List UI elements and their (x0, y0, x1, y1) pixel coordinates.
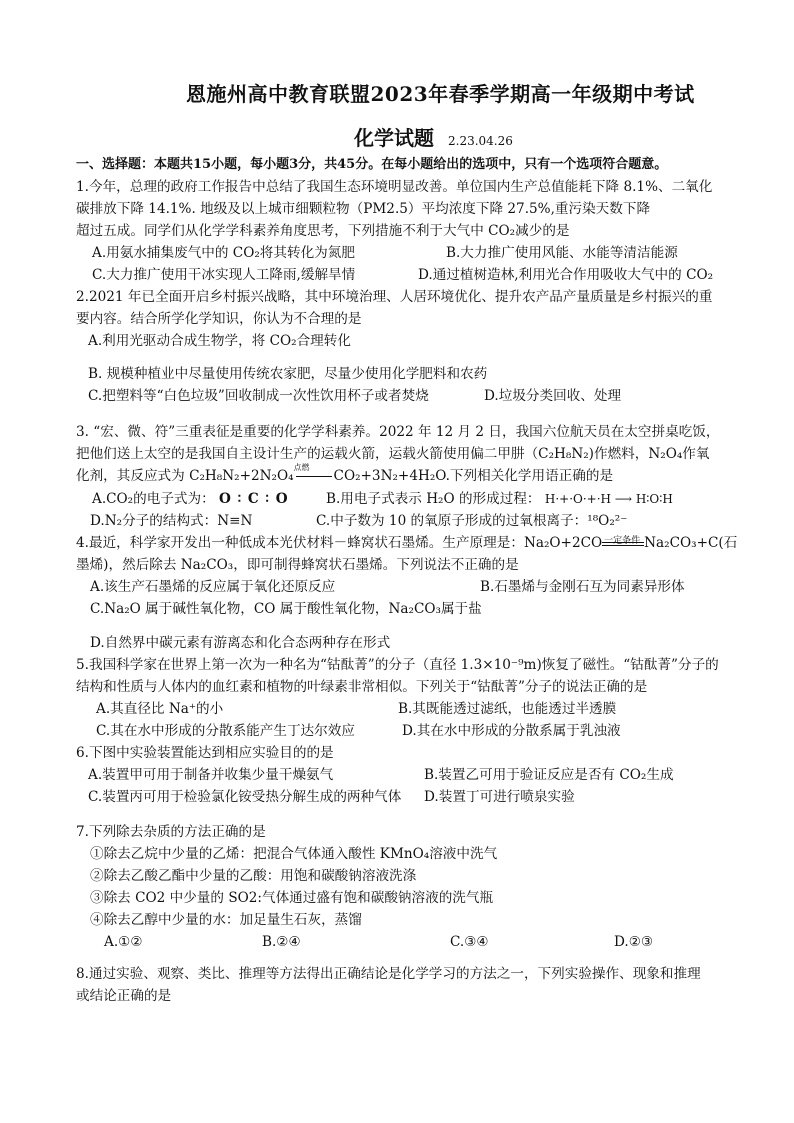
q1-option-b: B.大力推广使用风能、水能等清洁能源 (446, 245, 678, 261)
q6-option-c: C.装置丙可用于检验氯化铵受热分解生成的两种气体 (88, 789, 402, 805)
q2-option-d: D.垃圾分类回收、处理 (484, 388, 622, 404)
q4-condition-label: 一定条件 (604, 535, 641, 546)
q7-item-3: ③除去 CO2 中少量的 SO2:气体通过盛有饱和碳酸钠溶液的洗气瓶 (90, 890, 494, 906)
q6-line-1: 6.下图中实验装置能达到相应实验目的的是 (76, 745, 334, 761)
q1-option-d: D.通过植树造林,利用光合作用吸收大气中的 CO₂ (418, 267, 714, 283)
q5-line-2: 结构和性质与人体内的血红素和植物的叶绿素非常相似。下列关于“钴酞菁”分子的说法正确的是 (76, 679, 648, 695)
exam-title: 恩施州高中教育联盟2023年春季学期高一年级期中考试 (186, 82, 695, 106)
q1-line-2: 碳排放下降 14.1%. 地级及以上城市细颗粒物（PM2.5）平均浓度下降 27.5%,重污染天数下降 (76, 201, 651, 217)
co2-electron-formula: O ∶ C ∶ O (219, 491, 289, 507)
q3-line-3 (76, 463, 614, 486)
reaction-equals (602, 535, 644, 546)
q3-line-2: 把他们送上太空的是我国自主设计生产的运载火箭，运载火箭使用偏二甲肼（C₂H₈N₂)作燃料，N₂O₄作氧 (76, 446, 710, 462)
q3-option-b-text: B.用电子式表示 H₂O 的形成过程： (326, 491, 541, 507)
q1-line-3: 超过五成。同学们从化学学科素养角度思考，下列措施不利于大气中 CO₂减少的是 (76, 223, 570, 239)
q7-item-2: ②除去乙酸乙酯中少量的乙酸：用饱和碳酸钠溶液洗涤 (90, 868, 417, 884)
q4-line-2: 墨烯)，然后除去 Na₂CO₃，即可制得蜂窝状石墨烯。下列说法不正确的是 (76, 557, 519, 573)
q4-option-b: B.石墨烯与金刚石互为同素异形体 (480, 579, 685, 595)
q4-equation-right: Na₂CO₃+C(石 (644, 535, 738, 551)
q7-line-1: 7.下列除去杂质的方法正确的是 (76, 824, 266, 840)
q5-option-b: B.其既能透过滤纸，也能透过半透膜 (398, 701, 617, 717)
q7-option-c: C.③④ (450, 934, 489, 950)
q3-option-b (326, 489, 673, 509)
q6-option-b: B.装置乙可用于验证反应是否有 CO₂生成 (424, 767, 674, 783)
q3-option-a-text: A.CO₂的电子式为： (92, 491, 215, 507)
q1-option-c: C.大力推广使用干冰实现人工降雨,缓解旱情 (92, 267, 356, 283)
q3-line-1: 3. “宏、微、符”三重表征是重要的化学学科素养。2022 年 12 月 2 日，我国六位航天员在太空拼桌吃饭， (76, 424, 720, 440)
section-heading: 一、选择题：本题共15小题，每小题3分，共45分。在每小题给出的选项中，只有一个选项符合题意。 (76, 157, 668, 172)
q2-option-b: B. 规模种植业中尽量使用传统农家肥，尽量少使用化学肥料和农药 (88, 366, 488, 382)
q1-option-a: A.用氨水捕集废气中的 CO₂将其转化为氮肥 (92, 245, 355, 261)
q8-line-2: 或结论正确的是 (76, 988, 172, 1004)
q7-option-a: A.①② (104, 934, 143, 950)
reaction-condition (293, 463, 334, 486)
q4-line-1 (76, 533, 737, 553)
q3-equation-left: 化剂，其反应式为 C₂H₈N₂+2N₂O₄ (76, 468, 294, 484)
q3-option-a (92, 489, 289, 509)
q2-line-1: 2.2021 年已全面开启乡村振兴战略，其中环境治理、人居环境优化、提升农产品产量质量是乡村振兴的重 (76, 289, 713, 305)
q4-equation-left: 4.最近，科学家开发出一种低成本光伏材料－蜂窝状石墨烯。生产原理是：Na₂O+2CO (76, 535, 603, 551)
q6-option-d: D.装置丁可进行喷泉实验 (424, 789, 575, 805)
q4-option-a: A.该生产石墨烯的反应属于氧化还原反应 (90, 579, 336, 595)
condition-label: 点燃 (293, 463, 310, 472)
exam-date: 2.23.04.26 (448, 134, 513, 148)
q7-option-d: D.②③ (614, 934, 654, 950)
q6-option-a: A.装置甲可用于制备并收集少量干燥氨气 (88, 767, 334, 783)
q8-line-1: 8.通过实验、观察、类比、推理等方法得出正确结论是化学学习的方法之一，下列实验操作、现象和推理 (76, 966, 701, 982)
q2-line-2: 要内容。结合所学化学知识，你认为不合理的是 (76, 311, 362, 327)
q5-option-d: D.其在水中形成的分散系属于乳浊液 (402, 723, 621, 739)
q4-option-c: C.Na₂O 属于碱性氧化物，CO 属于酸性氧化物，Na₂CO₃属于盐 (90, 601, 482, 617)
exam-subtitle (354, 122, 513, 151)
q5-line-1: 5.我国科学家在世界上第一次为一种名为“钴酞菁”的分子（直径 1.3×10⁻⁹m)恢复了磁性。“钴酞菁”分子的 (76, 657, 719, 673)
q3-option-d: D.N₂分子的结构式：N≡N (90, 513, 253, 529)
q2-option-c: C.把塑料等“白色垃圾”回收制成一次性饮用杯子或者焚烧 (88, 388, 429, 404)
q5-option-a: A.其直径比 Na⁺的小 (96, 701, 224, 717)
q7-item-4: ④除去乙醇中少量的水：加足量生石灰，蒸馏 (90, 912, 362, 928)
q3-option-c: C.中子数为 10 的氧原子形成的过氧根离子：¹⁸O₂²⁻ (316, 513, 628, 529)
q1-line-1: 1.今年，总理的政府工作报告中总结了我国生态环境明显改善。单位国内生产总值能耗下降 8.1%、二氧化 (76, 179, 713, 195)
q7-item-1: ①除去乙烷中少量的乙烯：把混合气体通入酸性 KMnO₄溶液中洗气 (90, 846, 498, 862)
h2o-formation-formula: H·+·O·+·H ⟶ H∶O∶H (544, 492, 673, 506)
subject-title: 化学试题 (354, 126, 434, 150)
q3-equation-right: CO₂+3N₂+4H₂O.下列相关化学用语正确的是 (333, 468, 614, 484)
q2-option-a: A.利用光驱动合成生物学，将 CO₂合理转化 (88, 333, 351, 349)
q7-option-b: B.②④ (262, 934, 301, 950)
q4-option-d: D.自然界中碳元素有游离态和化合态两种存在形式 (90, 635, 391, 651)
q5-option-c: C.其在水中形成的分散系能产生丁达尔效应 (96, 723, 355, 739)
